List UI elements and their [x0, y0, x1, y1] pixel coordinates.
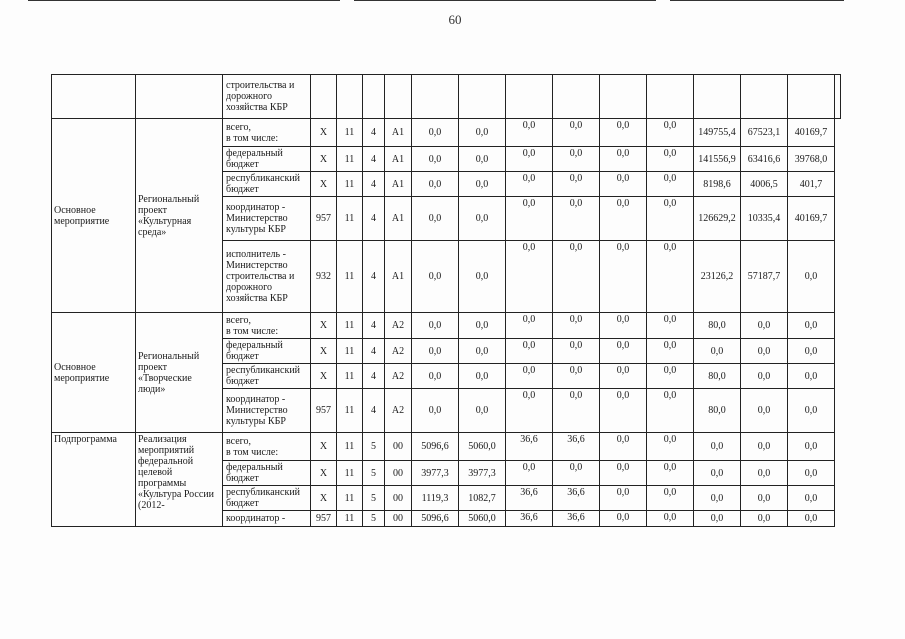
value-cell: А1 — [385, 172, 412, 197]
project-label: Реализация мероприятий федеральной целевой программы «Культура России (2012- — [136, 433, 223, 527]
value-cell: 0,0 — [506, 172, 553, 197]
value-cell — [788, 75, 835, 119]
value-cell: 3977,3 — [459, 461, 506, 486]
value-cell: 0,0 — [553, 119, 600, 147]
value-cell: 0,0 — [600, 486, 647, 511]
value-cell: 4 — [363, 241, 385, 313]
value-cell: 0,0 — [459, 389, 506, 433]
value-cell: 36,6 — [506, 511, 553, 527]
value-cell: 0,0 — [788, 486, 835, 511]
value-cell: 0,0 — [647, 197, 694, 241]
value-cell: 1082,7 — [459, 486, 506, 511]
value-cell: 0,0 — [459, 147, 506, 172]
value-cell: 0,0 — [741, 339, 788, 364]
value-cell: 957 — [311, 511, 337, 527]
value-cell: 0,0 — [694, 486, 741, 511]
budget-table — [51, 74, 841, 527]
value-cell: 11 — [337, 486, 363, 511]
value-cell: 0,0 — [788, 364, 835, 389]
value-cell: 80,0 — [694, 364, 741, 389]
value-cell: 4 — [363, 389, 385, 433]
value-cell: 0,0 — [412, 119, 459, 147]
value-cell: 0,0 — [459, 197, 506, 241]
page-number: 60 — [448, 12, 462, 27]
value-cell: 40169,7 — [788, 119, 835, 147]
value-cell: 0,0 — [600, 241, 647, 313]
value-cell: 00 — [385, 486, 412, 511]
value-cell: 80,0 — [694, 389, 741, 433]
value-cell: 0,0 — [600, 461, 647, 486]
value-cell: 10335,4 — [741, 197, 788, 241]
value-cell: 57187,7 — [741, 241, 788, 313]
value-cell: Х — [311, 364, 337, 389]
value-cell: 0,0 — [647, 172, 694, 197]
value-cell: А2 — [385, 339, 412, 364]
value-cell: 0,0 — [788, 511, 835, 527]
table-row — [52, 75, 841, 119]
value-cell: 0,0 — [694, 461, 741, 486]
value-cell: 67523,1 — [741, 119, 788, 147]
value-cell: 0,0 — [741, 389, 788, 433]
value-cell: 11 — [337, 119, 363, 147]
value-cell: Х — [311, 461, 337, 486]
value-cell — [459, 75, 506, 119]
value-cell: 0,0 — [647, 486, 694, 511]
value-cell: Х — [311, 119, 337, 147]
value-cell: 3977,3 — [412, 461, 459, 486]
value-cell: 8198,6 — [694, 172, 741, 197]
value-cell: 36,6 — [506, 486, 553, 511]
value-cell: А2 — [385, 313, 412, 339]
value-cell: 0,0 — [412, 389, 459, 433]
value-cell: 0,0 — [553, 197, 600, 241]
value-cell: 0,0 — [647, 511, 694, 527]
value-cell: 4 — [363, 313, 385, 339]
value-cell: 0,0 — [506, 197, 553, 241]
value-cell: 0,0 — [553, 364, 600, 389]
value-cell: 0,0 — [412, 197, 459, 241]
value-cell: 0,0 — [647, 313, 694, 339]
value-cell: 0,0 — [459, 172, 506, 197]
value-cell: 11 — [337, 241, 363, 313]
table-row — [52, 119, 841, 147]
value-cell — [363, 75, 385, 119]
row-description: федеральный бюджет — [223, 461, 311, 486]
value-cell: 141556,9 — [694, 147, 741, 172]
value-cell: 0,0 — [600, 172, 647, 197]
value-cell: 4 — [363, 119, 385, 147]
row-description: исполнитель - Министерство строительства и дорожного хозяйства КБР — [223, 241, 311, 313]
value-cell: 0,0 — [459, 241, 506, 313]
value-cell: 11 — [337, 313, 363, 339]
row-description: республиканский бюджет — [223, 172, 311, 197]
value-cell: 0,0 — [412, 313, 459, 339]
page-top-rule — [28, 0, 844, 4]
value-cell: 0,0 — [647, 461, 694, 486]
value-cell — [741, 75, 788, 119]
value-cell: 39768,0 — [788, 147, 835, 172]
value-cell: 0,0 — [553, 461, 600, 486]
value-cell: 36,6 — [506, 433, 553, 461]
value-cell: 4 — [363, 147, 385, 172]
value-cell: 0,0 — [788, 389, 835, 433]
value-cell: Х — [311, 147, 337, 172]
row-description: координатор - Министерство культуры КБР — [223, 389, 311, 433]
value-cell: 149755,4 — [694, 119, 741, 147]
value-cell — [311, 75, 337, 119]
value-cell — [600, 75, 647, 119]
value-cell: 11 — [337, 172, 363, 197]
project-cell — [136, 75, 223, 119]
value-cell: 0,0 — [647, 339, 694, 364]
row-description: республиканский бюджет — [223, 486, 311, 511]
value-cell: 0,0 — [506, 147, 553, 172]
row-description: республиканский бюджет — [223, 364, 311, 389]
project-label: Региональный проект «Культурная среда» — [136, 119, 223, 313]
value-cell: А1 — [385, 147, 412, 172]
value-cell: 00 — [385, 433, 412, 461]
value-cell: 0,0 — [647, 364, 694, 389]
value-cell: 4 — [363, 197, 385, 241]
value-cell: 0,0 — [412, 172, 459, 197]
value-cell: 0,0 — [741, 433, 788, 461]
row-description: координатор - — [223, 511, 311, 527]
value-cell: 932 — [311, 241, 337, 313]
value-cell: 0,0 — [553, 241, 600, 313]
value-cell: 0,0 — [600, 119, 647, 147]
value-cell: 0,0 — [506, 119, 553, 147]
value-cell: 11 — [337, 339, 363, 364]
value-cell: 0,0 — [506, 461, 553, 486]
value-cell: 957 — [311, 389, 337, 433]
value-cell: 0,0 — [647, 389, 694, 433]
row-description: координатор - Министерство культуры КБР — [223, 197, 311, 241]
project-label: Региональный проект «Творческие люди» — [136, 313, 223, 433]
value-cell: 0,0 — [600, 364, 647, 389]
value-cell: 11 — [337, 389, 363, 433]
value-cell: 0,0 — [412, 339, 459, 364]
value-cell: 0,0 — [553, 147, 600, 172]
value-cell: 11 — [337, 364, 363, 389]
value-cell: 0,0 — [741, 511, 788, 527]
value-cell: 1119,3 — [412, 486, 459, 511]
value-cell: 0,0 — [788, 241, 835, 313]
value-cell: 0,0 — [506, 241, 553, 313]
value-cell: 0,0 — [600, 433, 647, 461]
value-cell: 0,0 — [553, 313, 600, 339]
value-cell — [385, 75, 412, 119]
value-cell: 0,0 — [694, 339, 741, 364]
value-cell: 0,0 — [647, 119, 694, 147]
value-cell: 0,0 — [694, 433, 741, 461]
value-cell: 0,0 — [600, 313, 647, 339]
value-cell: 0,0 — [788, 339, 835, 364]
value-cell: 0,0 — [647, 241, 694, 313]
row-description: федеральный бюджет — [223, 339, 311, 364]
value-cell: 126629,2 — [694, 197, 741, 241]
value-cell: А1 — [385, 119, 412, 147]
value-cell: 36,6 — [553, 433, 600, 461]
value-cell — [412, 75, 459, 119]
value-cell: А1 — [385, 241, 412, 313]
value-cell — [553, 75, 600, 119]
value-cell: А1 — [385, 197, 412, 241]
value-cell: 40169,7 — [788, 197, 835, 241]
value-cell: 0,0 — [412, 241, 459, 313]
group-cell — [52, 75, 136, 119]
row-description: всего, в том числе: — [223, 313, 311, 339]
value-cell — [694, 75, 741, 119]
row-description: федеральный бюджет — [223, 147, 311, 172]
value-cell: 4 — [363, 364, 385, 389]
value-cell: 0,0 — [506, 364, 553, 389]
value-cell: 36,6 — [553, 511, 600, 527]
table-body — [52, 75, 841, 527]
value-cell: 5060,0 — [459, 433, 506, 461]
value-cell: 0,0 — [459, 313, 506, 339]
value-cell: 0,0 — [694, 511, 741, 527]
group-label: Подпрограмма — [52, 433, 136, 527]
value-cell: 401,7 — [788, 172, 835, 197]
value-cell: 0,0 — [553, 389, 600, 433]
value-cell: 80,0 — [694, 313, 741, 339]
value-cell: 0,0 — [506, 339, 553, 364]
value-cell: 0,0 — [741, 486, 788, 511]
value-cell: 11 — [337, 433, 363, 461]
group-label: Основное мероприятие — [52, 313, 136, 433]
value-cell: 0,0 — [600, 339, 647, 364]
value-cell: 0,0 — [600, 511, 647, 527]
value-cell — [835, 75, 841, 119]
row-description: строительства и дорожного хозяйства КБР — [223, 75, 311, 119]
value-cell: 5 — [363, 511, 385, 527]
value-cell: 0,0 — [647, 433, 694, 461]
group-label: Основное мероприятие — [52, 119, 136, 313]
row-description: всего, в том числе: — [223, 119, 311, 147]
value-cell: А2 — [385, 364, 412, 389]
value-cell: 5060,0 — [459, 511, 506, 527]
value-cell: 23126,2 — [694, 241, 741, 313]
value-cell: 5 — [363, 486, 385, 511]
value-cell: 0,0 — [506, 389, 553, 433]
value-cell — [647, 75, 694, 119]
value-cell: 0,0 — [788, 313, 835, 339]
value-cell: 0,0 — [600, 389, 647, 433]
value-cell: 0,0 — [788, 461, 835, 486]
value-cell: 11 — [337, 511, 363, 527]
row-description: всего, в том числе: — [223, 433, 311, 461]
value-cell: 0,0 — [600, 147, 647, 172]
value-cell: А2 — [385, 389, 412, 433]
value-cell: 0,0 — [412, 364, 459, 389]
value-cell: 11 — [337, 147, 363, 172]
value-cell: 957 — [311, 197, 337, 241]
value-cell: 5 — [363, 433, 385, 461]
value-cell: 0,0 — [741, 313, 788, 339]
value-cell: 00 — [385, 461, 412, 486]
value-cell: 5 — [363, 461, 385, 486]
value-cell — [337, 75, 363, 119]
value-cell: 0,0 — [506, 313, 553, 339]
value-cell: 0,0 — [600, 197, 647, 241]
table-row — [52, 433, 841, 461]
value-cell: 0,0 — [647, 147, 694, 172]
table-row — [52, 313, 841, 339]
value-cell: Х — [311, 313, 337, 339]
value-cell: Х — [311, 486, 337, 511]
value-cell: 36,6 — [553, 486, 600, 511]
value-cell: 00 — [385, 511, 412, 527]
value-cell: 0,0 — [412, 147, 459, 172]
value-cell: 4 — [363, 172, 385, 197]
value-cell: 0,0 — [553, 339, 600, 364]
value-cell: 0,0 — [553, 172, 600, 197]
value-cell: 0,0 — [741, 364, 788, 389]
value-cell: Х — [311, 433, 337, 461]
value-cell: 0,0 — [459, 339, 506, 364]
value-cell: 5096,6 — [412, 511, 459, 527]
value-cell: 0,0 — [459, 119, 506, 147]
value-cell: Х — [311, 339, 337, 364]
value-cell: 5096,6 — [412, 433, 459, 461]
value-cell: 63416,6 — [741, 147, 788, 172]
value-cell: Х — [311, 172, 337, 197]
value-cell: 4 — [363, 339, 385, 364]
value-cell: 0,0 — [459, 364, 506, 389]
value-cell: 0,0 — [788, 433, 835, 461]
value-cell: 4006,5 — [741, 172, 788, 197]
value-cell — [506, 75, 553, 119]
value-cell: 11 — [337, 197, 363, 241]
value-cell: 0,0 — [741, 461, 788, 486]
value-cell: 11 — [337, 461, 363, 486]
